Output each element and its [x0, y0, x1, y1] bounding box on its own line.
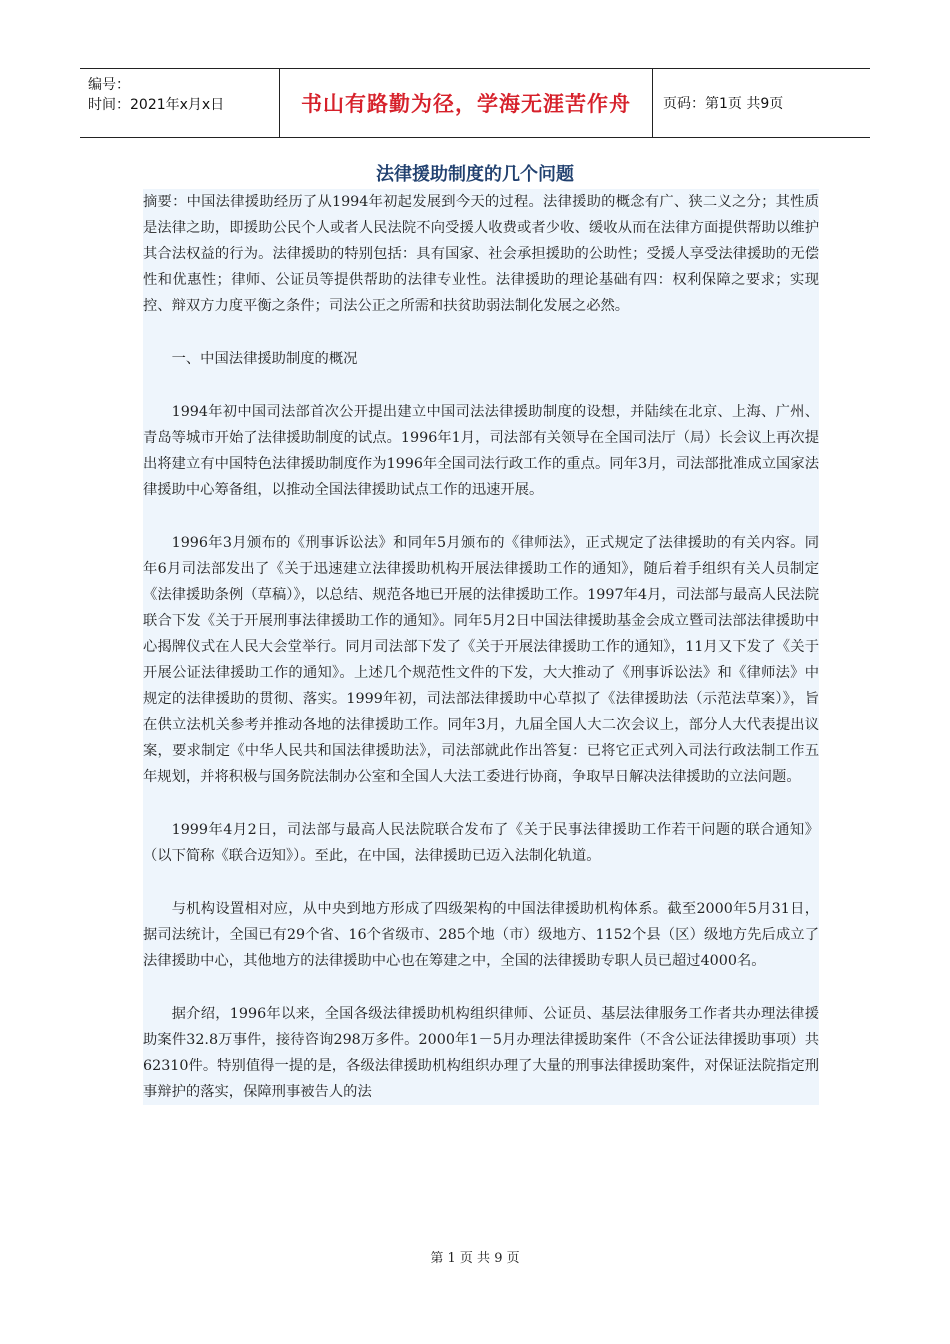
number-label: 编号：	[88, 77, 130, 93]
body-paragraph: 与机构设置相对应，从中央到地方形成了四级架构的中国法律援助机构体系。截至2000年5月31日，据司法统计，全国已有29个省、16个省级市、285个地（市）级地方、1152个县（区）级地方先后成立了法律援助中心，其他地方的法律援助中心也在筹建之中，全国的法律援助专职人员已超过4000名。	[143, 901, 819, 969]
body-paragraph: 1999年4月2日，司法部与最高人民法院联合发布了《关于民事法律援助工作若干问题的联合通知》（以下简称《联合迈知》）。至此，在中国，法律援助已迈入法制化轨道。	[143, 822, 819, 864]
body-paragraph: 1996年3月颁布的《刑事诉讼法》和同年5月颁布的《律师法》，正式规定了法律援助的有关内容。同年6月司法部发出了《关于迅速建立法律援助机构开展法律援助工作的通知》，随后着手组织有关人员制定《法律援助条例（草稿）》，以总结、规范各地已开展的法律援助工作。1997年4月，司法部与最高人民法院联合下发《关于开展刑事法律援助工作的通知》。同年5月2日中国法律援助基金会成立暨司法部法律援助中心揭牌仪式在人民大会堂举行。同月司法部下发了《关于开展法律援助工作的通知》，11月又下发了《关于开展公证法律援助工作的通知》。上述几个规范性文件的下发，大大推动了《刑事诉讼法》和《律师法》中规定的法律援助的贯彻、落实。1999年初，司法部法律援助中心草拟了《法律援助法（示范法草案）》，旨在供立法机关参考并推动各地的法律援助工作。同年3月，九届全国人大二次会议上，部分人大代表提出议案，要求制定《中华人民共和国法律援助法》，司法部就此作出答复：已将它正式列入司法行政法制工作五年规划，并将积极与国务院法制办公室和全国人大法工委进行协商，争取早日解决法律援助的立法问题。	[143, 535, 819, 785]
header-page-cell	[653, 69, 870, 137]
header-meta	[80, 69, 280, 137]
document-header	[80, 68, 870, 138]
motto-text: 书山有路勤为径，学海无涯苦作舟	[301, 92, 631, 116]
body-paragraph: 1994年初中国司法部首次公开提出建立中国司法法律援助制度的设想，并陆续在北京、上海、广州、青岛等城市开始了法律援助制度的试点。1996年1月，司法部有关领导在全国司法厅（局）长会议上再次提出将建立有中国特色法律援助制度作为1996年全国司法行政工作的重点。同年3月，司法部批准成立国家法律援助中心筹备组，以推动全国法律援助试点工作的迅速开展。	[143, 404, 819, 498]
document-title: 法律援助制度的几个问题	[376, 164, 574, 185]
body-paragraph: 据介绍，1996年以来，全国各级法律援助机构组织律师、公证员、基层法律服务工作者共办理法律援助案件32.8万事件，接待咨询298万多件。2000年1－5月办理法律援助案件（不含公证法律援助事项）共62310件。特别值得一提的是，各级法律援助机构组织办理了大量的刑事法律援助案件，对保证法院指定刑事辩护的落实，保障刑事被告人的法	[143, 1006, 819, 1100]
page-label: 页码：第1页 共9页	[663, 96, 784, 112]
section-heading: 一、中国法律援助制度的概况	[171, 351, 358, 367]
header-motto-cell	[280, 69, 653, 137]
page-footer: 第 1 页 共 9 页	[430, 1251, 520, 1266]
time-label: 时间：2021年x月x日	[88, 97, 225, 113]
abstract-paragraph: 摘要：中国法律援助经历了从1994年初起发展到今天的过程。法律援助的概念有广、狭二义之分；其性质是法律之助，即援助公民个人或者人民法院不向受援人收费或者少收、缓收从而在法律方面提供帮助以维护其合法权益的行为。法律援助的特别包括：具有国家、社会承担援助的公助性；受援人享受法律援助的无偿性和优惠性；律师、公证员等提供帮助的法律专业性。法律援助的理论基础有四：权利保障之要求；实现控、辩双方力度平衡之条件；司法公正之所需和扶贫助弱法制化发展之必然。	[143, 194, 819, 314]
document-body	[143, 189, 819, 1105]
